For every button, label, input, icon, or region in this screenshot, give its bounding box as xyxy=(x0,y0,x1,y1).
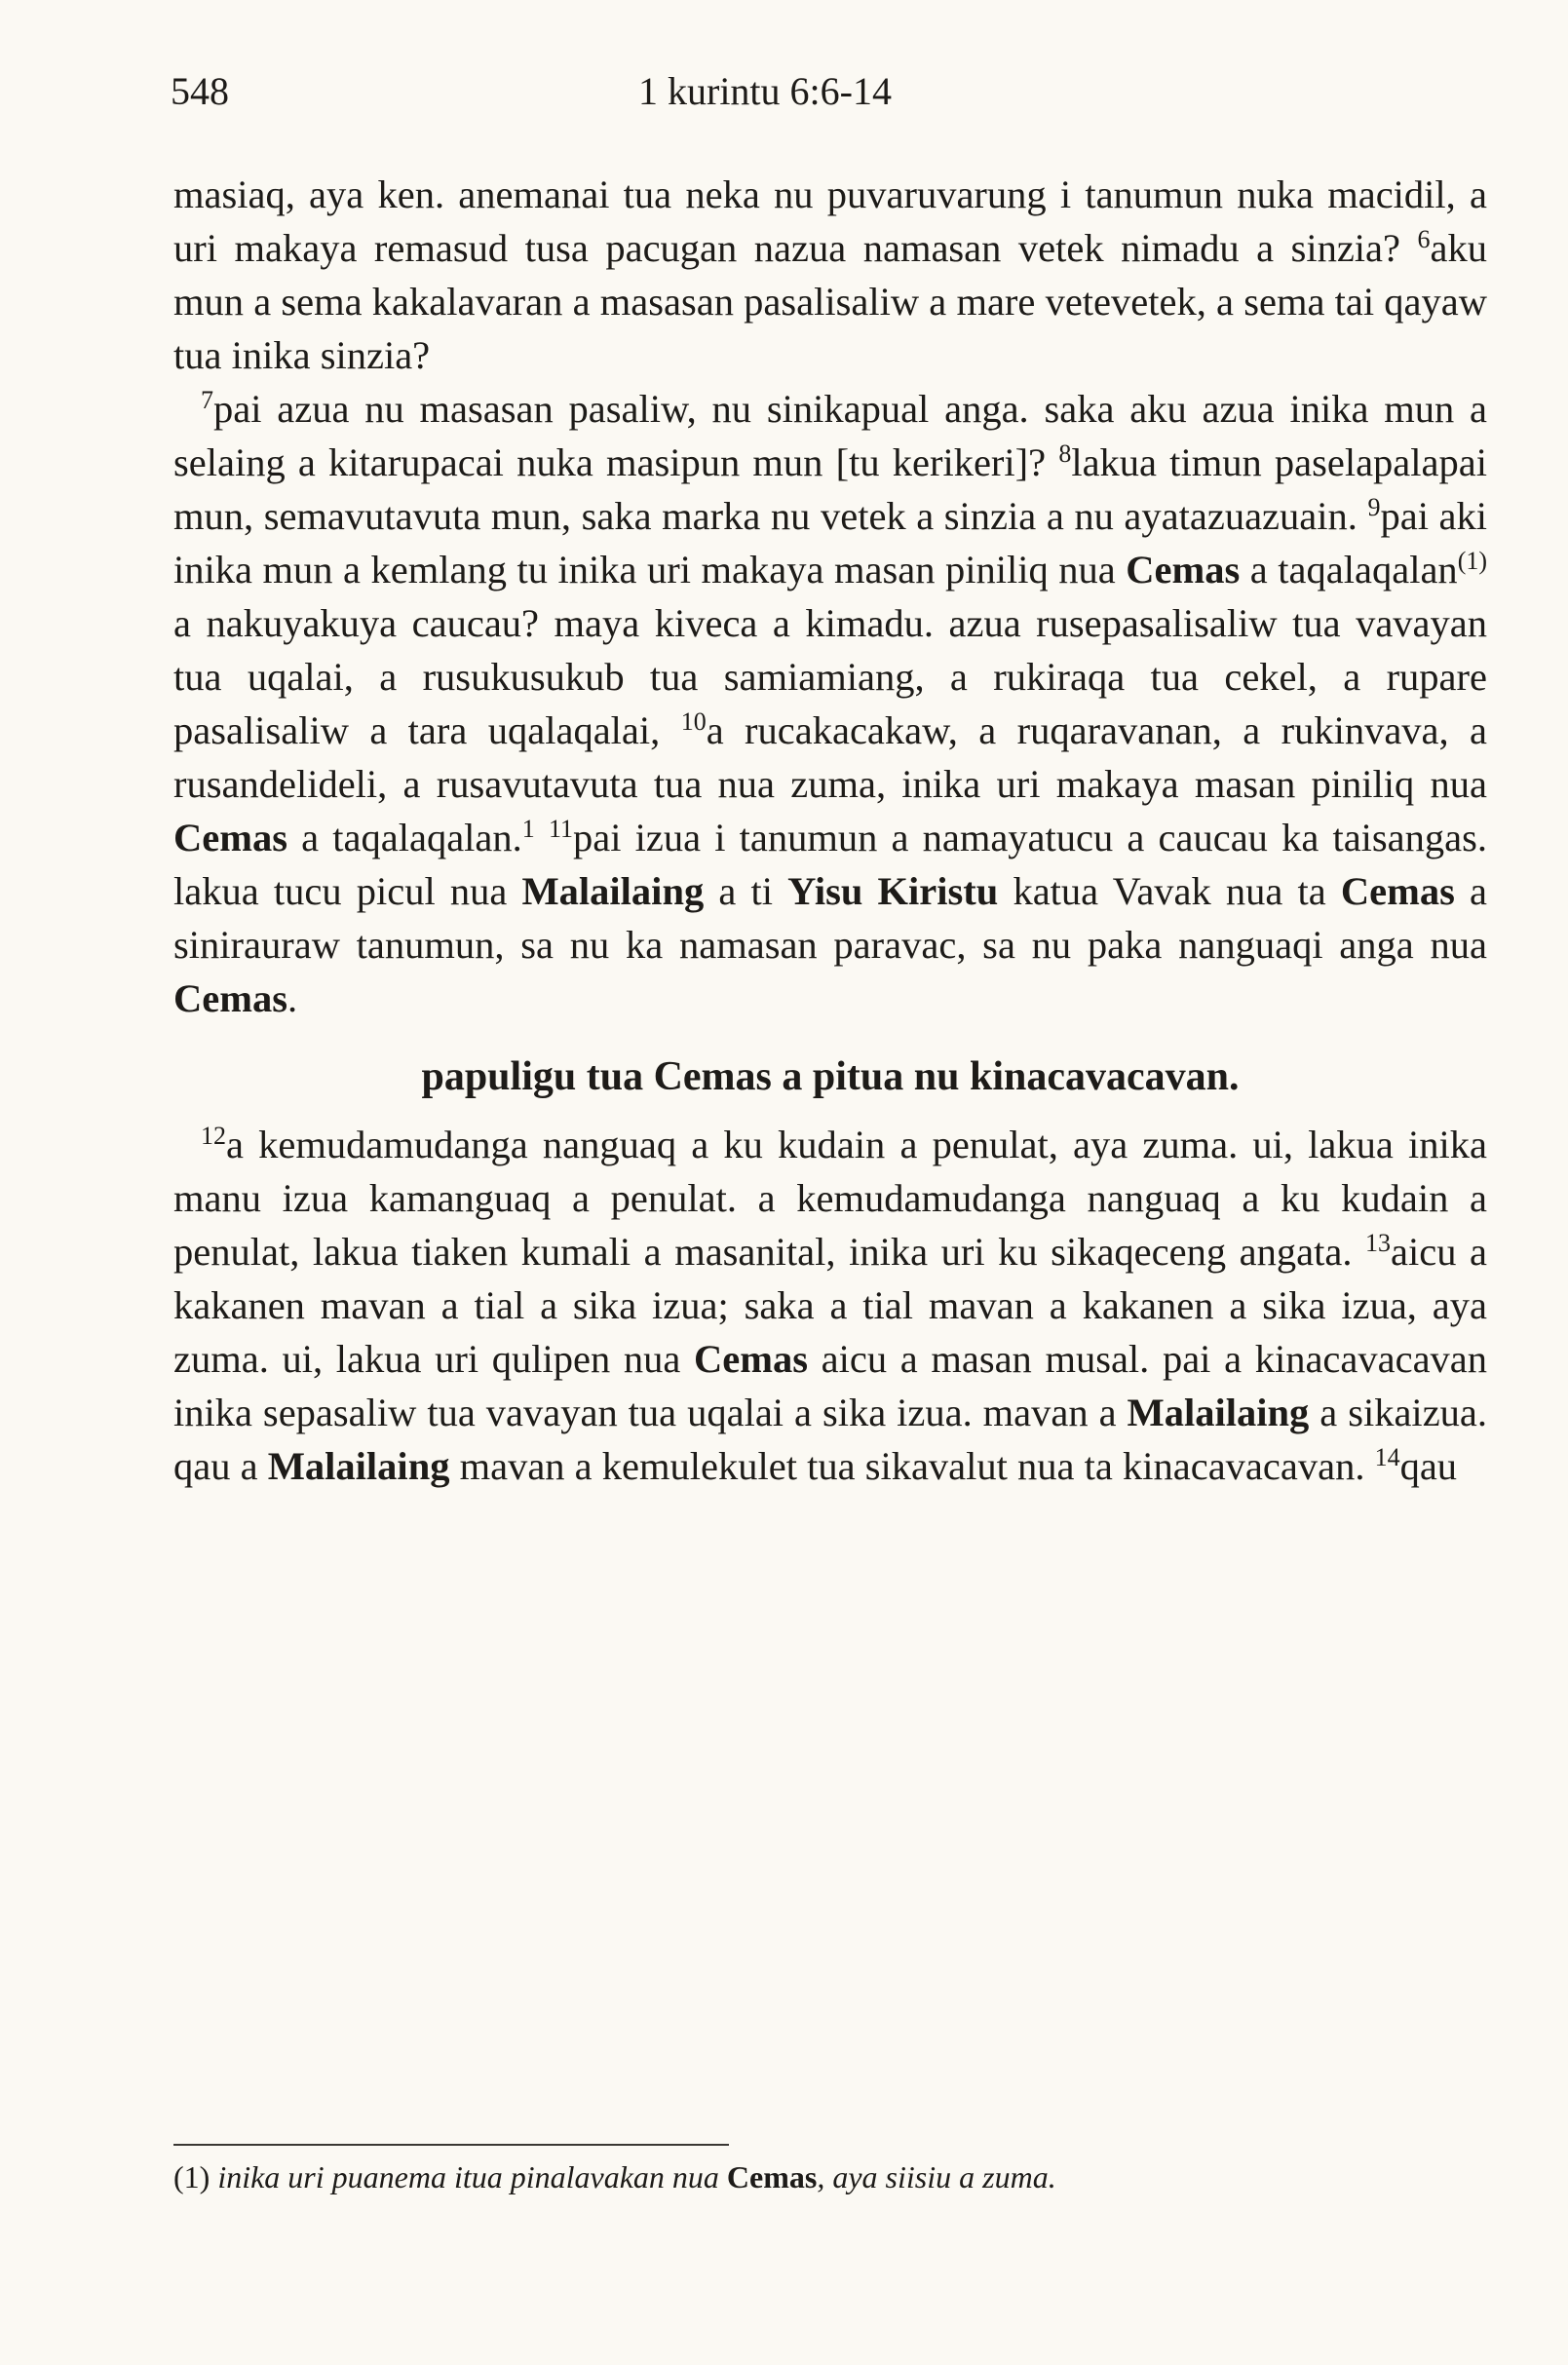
divine-name: Malailaing xyxy=(521,869,705,913)
paragraph: $^{12}$a kemudamudanga nanguaq a ku kudain a penulat, aya zuma. ui, lakua inika manu izua kamanguaq a penulat. a kemudamudanga nanguaq a ku kudain a penulat, lakua tiaken kumali a masanital, inika uri ku sikaqeceng angata. $^{13}$aicu a kakanen mavan a tial a sika izua; saka a tial mavan a kakanen a sika izua, aya zuma. ui, lakua uri qulipen nua Cemas aicu a masan musal. pai a kinacavacavan inika sepasaliw tua vavayan tua uqalai a sika izua. mavan a Malailaing a sikaizua. qau a Malailaing mavan a kemulekulet tua sikavalut nua ta kinacavacavan. $^{14}$qau xyxy=(173,1122,1488,1488)
footnote-divider xyxy=(173,2144,729,2146)
verse-number: 11 xyxy=(548,815,573,843)
section-heading: papuligu tua Cemas a pitua nu kinacavacavan. xyxy=(421,1054,1240,1099)
divine-name: Yisu Kiristu xyxy=(787,869,999,913)
footnote xyxy=(173,2155,1487,2198)
verse-number: 10 xyxy=(680,707,707,736)
verse-number: 13 xyxy=(1365,1229,1392,1257)
divine-name: Malailaing xyxy=(267,1444,450,1488)
footnote-marker: (1) xyxy=(173,2159,210,2194)
body-text xyxy=(173,168,1487,1493)
verse-number: 9 xyxy=(1367,493,1381,521)
divine-name: Malailaing xyxy=(1127,1391,1310,1434)
cross-reference-marker[interactable]: 1 xyxy=(521,815,535,843)
divine-name: Cemas xyxy=(1126,548,1241,591)
verse-number: 7 xyxy=(201,386,213,414)
divine-name: Cemas xyxy=(173,816,287,859)
running-head: 1 kurintu 6:6-14 xyxy=(638,69,892,113)
divine-name: Cemas xyxy=(1340,869,1455,913)
divine-name: Cemas xyxy=(726,2159,818,2194)
verse-number: 12 xyxy=(201,1122,226,1150)
page-number: 548 xyxy=(171,69,229,113)
paragraph: $^7$pai azua nu masasan pasaliw, nu sinikapual anga. saka aku azua inika mun a selaing a kitarupacai nuka masipun mun [tu kerikeri]? $^8$lakua timun paselapalapai mun, semavutavuta mun, saka marka nu vetek a sinzia a nu ayatazuazuain. $^9$pai aki inika mun a kemlang tu inika uri makaya masan piniliq nua Cemas a taqalaqalan$^{(1)}$ a nakuyakuya caucau? maya kiveca a kimadu. azua rusepasalisaliw tua vavayan tua uqalai, a rusukusukub tua samiamiang, a rukiraqa tua cekel, a rupare pasalisaliw a tara uqalaqalai, $^{10}$a rucakacakaw, a ruqaravanan, a rukinvava, a rusandelideli, a rusavutavuta tua nua zuma, inika uri makaya masan piniliq nua Cemas a taqalaqalan.$^1$ $^{11}$pai izua i tanumun a namayatucu a caucau ka taisangas. lakua tucu picul nua Malailaing a ti Yisu Kiristu katua Vavak nua ta Cemas a sinirauraw tanumun, sa nu ka namasan paravac, sa nu paka nanguaqi anga nua Cemas. xyxy=(173,386,1488,1020)
footnote-reference[interactable]: (1) xyxy=(1457,547,1488,575)
divine-name: Cemas xyxy=(173,976,287,1020)
verse-number: 6 xyxy=(1417,225,1431,253)
footnote-text: inika uri puanema itua pinalavakan nua xyxy=(217,2159,719,2194)
footnote-text: , aya siisiu a zuma. xyxy=(817,2159,1056,2194)
verse-number: 14 xyxy=(1374,1443,1400,1471)
paragraph: masiaq, aya ken. anemanai tua neka nu puvaruvarung i tanumun nuka macidil, a uri makaya remasud tusa pacugan nazua namasan vetek nimadu a sinzia? $^6$aku mun a sema kakalavaran a masasan pasalisaliw a mare vetevetek, a sema tai qayaw tua inika sinzia? xyxy=(173,172,1487,377)
divine-name: Cemas xyxy=(693,1337,808,1381)
page-header xyxy=(171,68,1442,127)
verse-number: 8 xyxy=(1058,439,1072,468)
